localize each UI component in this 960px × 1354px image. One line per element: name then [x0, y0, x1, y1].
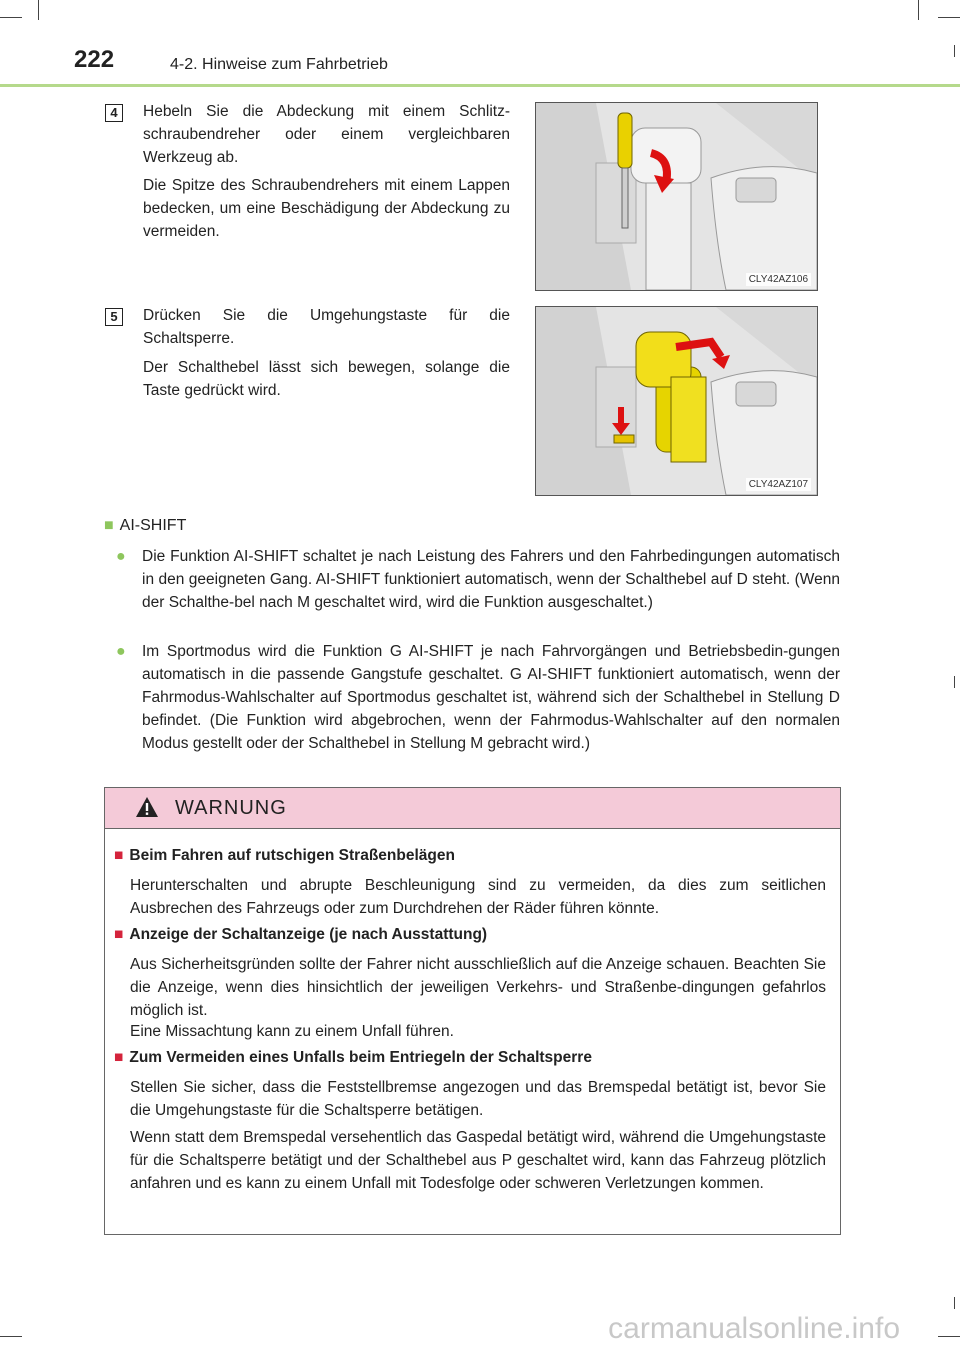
square-bullet-icon: ■ [114, 847, 124, 864]
crop-mark [0, 17, 22, 18]
step-4-instruction: Hebeln Sie die Abdeckung mit einem Schlitz-schraubendreher oder einem vergleichbaren Werkzeug ab. [143, 103, 510, 166]
crop-mark [954, 1297, 955, 1309]
crop-mark [954, 45, 955, 57]
step-number-4: 4 [105, 104, 123, 122]
warning-triangle-icon [135, 796, 159, 818]
warning-title: WARNUNG [175, 797, 287, 819]
warning-text-3: Stellen Sie sicher, dass die Feststellbremse angezogen und das Bremspedal betätigt ist, bevor Sie die Umgehungstaste für die Schaltsperre betätigen. [130, 1079, 826, 1119]
figure-step-5 [535, 306, 818, 496]
crop-mark [0, 1336, 22, 1337]
square-bullet-icon: ■ [104, 517, 114, 534]
warning-header [105, 788, 840, 829]
figure-step-4 [535, 102, 818, 291]
screwdriver-illustration [536, 103, 817, 290]
ai-shift-heading: ■ AI-SHIFT [104, 517, 187, 534]
step-5-note: Der Schalthebel lässt sich bewegen, solange die Taste gedrückt wird. [143, 359, 510, 399]
circle-bullet-icon: ● [116, 548, 126, 565]
watermark: carmanualsonline.info [608, 1312, 900, 1345]
step-number-5: 5 [105, 308, 123, 326]
crop-mark [918, 0, 919, 20]
warning-text-3b: Wenn statt dem Bremspedal versehentlich das Gaspedal betätigt wird, während die Umgehungstaste für die Schaltsperre betätigt und der Schalthebel aus P geschaltet wird, kann das Fahrzeug plötzlich anfahren und es kann zu einem Unfall mit Todesfolge oder schweren Verletzungen kommen. [130, 1129, 826, 1192]
warning-heading-2: ■ Anzeige der Schaltanzeige (je nach Ausstattung) [114, 926, 488, 943]
warning-text-2: Aus Sicherheitsgründen sollte der Fahrer nicht ausschließlich auf die Anzeige schauen. Beachten Sie die Anzeige, wenn dies hinsichtlich der jeweiligen Verkehrs- und Straßenbe-dingungen gefahrlos möglich ist. [130, 956, 826, 1019]
header-rule [0, 84, 960, 87]
crop-mark [938, 1336, 960, 1337]
warning-heading-1: ■ Beim Fahren auf rutschigen Straßenbelägen [114, 847, 455, 864]
figure-code: CLY42AZ106 [746, 273, 811, 286]
page-number: 222 [74, 46, 115, 73]
crop-mark [954, 676, 955, 688]
warning-heading-3: ■ Zum Vermeiden eines Unfalls beim Entriegeln der Schaltsperre [114, 1049, 592, 1066]
step-5-instruction: Drücken Sie die Umgehungstaste für die Schaltsperre. [143, 307, 510, 347]
circle-bullet-icon: ● [116, 643, 126, 660]
crop-mark [38, 0, 39, 20]
shift-lever-illustration [536, 307, 817, 495]
square-bullet-icon: ■ [114, 926, 124, 943]
warning-text-1: Herunterschalten und abrupte Beschleunigung sind zu vermeiden, da dies zum seitlichen Ausbrechen des Fahrzeugs oder zum Durchdrehen der Räder führen könnte. [130, 877, 826, 917]
crop-mark [938, 17, 960, 18]
ai-shift-bullet-2: ● Im Sportmodus wird die Funktion G AI-SHIFT je nach Fahrvorgängen und Betriebsbedin-gungen automatisch in die passende Gangstufe geschaltet. G AI-SHIFT funktioniert automatisch, wenn der Fahrmodus-Wahlschalter auf Sportmodus geschaltet ist, während sich der Schalthebel in Stellung D befindet. (Die Funktion wird abgebrochen, wenn der Fahrmodus-Wahlschalter auf den normalen Modus gestellt oder der Schalthebel in Stellung M gebracht wird.) [120, 640, 840, 755]
figure-code: CLY42AZ107 [746, 478, 811, 491]
square-bullet-icon: ■ [114, 1049, 124, 1066]
ai-shift-bullet-1: ● Die Funktion AI-SHIFT schaltet je nach Leistung des Fahrers und den Fahrbedingungen automatisch in den geeigneten Gang. AI-SHIFT funktioniert automatisch, wenn der Schalthebel auf D steht. (Wenn der Schalthe-bel nach M geschaltet wird, wird die Funktion ausgeschaltet.) [120, 545, 840, 614]
warning-text-2b: Eine Missachtung kann zu einem Unfall führen. [130, 1023, 454, 1040]
step-4-note: Die Spitze des Schraubendrehers mit einem Lappen bedecken, um eine Beschädigung der Abdeckung zu vermeiden. [143, 177, 510, 240]
section-title: 4-2. Hinweise zum Fahrbetrieb [170, 56, 388, 73]
